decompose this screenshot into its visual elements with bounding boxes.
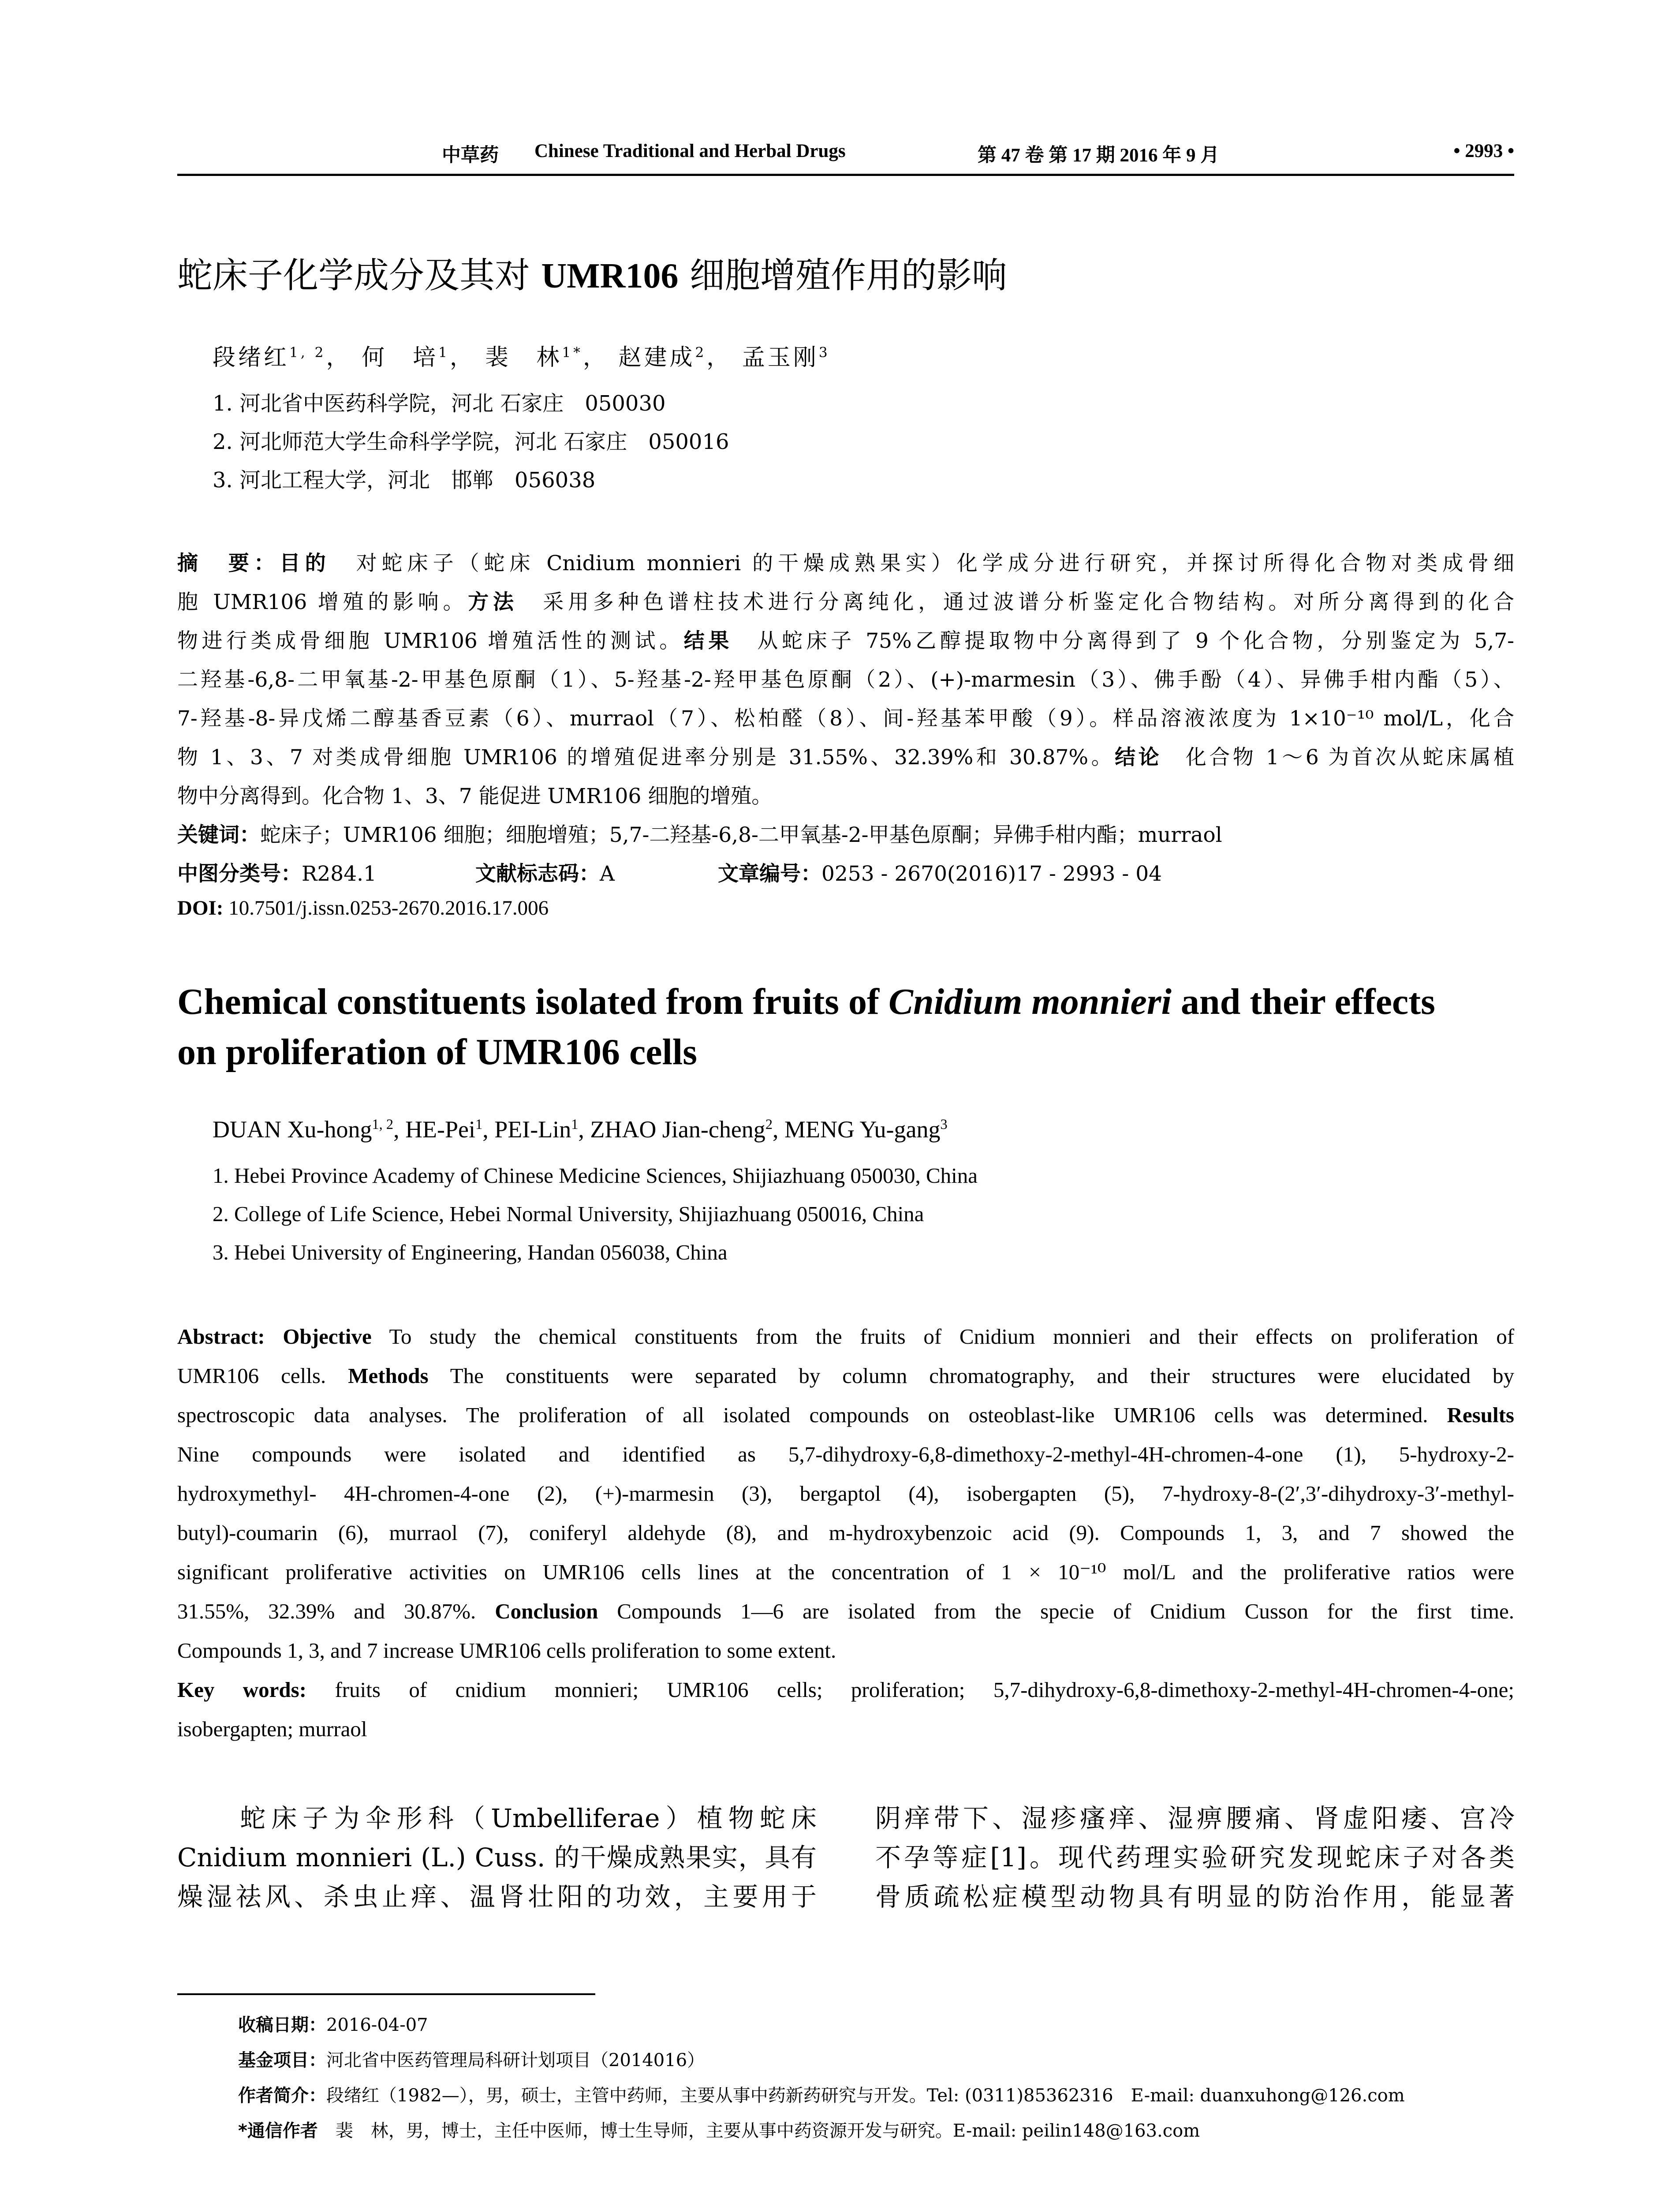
affiliation-en: 2. College of Life Science, Hebei Normal University, Shijiazhuang 050016, China: [213, 1202, 924, 1226]
title-en: Chemical constituents isolated from fruits of Cnidium monnieri and their effects on proliferation of UMR106 cells: [177, 981, 1435, 1073]
affiliation-cn: 2. 河北师范大学生命科学学院，河北 石家庄 050016: [213, 430, 729, 454]
classification-code: 中图分类号：R284.1: [177, 862, 377, 886]
abstract-en-line: hydroxymethyl- 4H-chromen-4-one (2), (+)-marmesin (3), bergaptol (4), isobergapten (5), 7-hydroxy-8-(2′,3′-dihydroxy-3′-methyl-: [177, 1481, 1514, 1506]
journal-name-cn: 中草药: [442, 144, 499, 166]
article-number: 文章编号：0253 - 2670(2016)17 - 2993 - 04: [718, 862, 1162, 886]
keywords-en-line: isobergapten; murraol: [177, 1717, 367, 1741]
body-text-line: 阴痒带下、湿疹瘙痒、湿痹腰痛、肾虚阳痿、宫冷: [875, 1803, 1515, 1833]
abstract-en-line: Abstract: Objective To study the chemical constituents from the fruits of Cnidium monnieri and their effects on proliferation of: [177, 1324, 1515, 1349]
keywords-cn: 关键词：蛇床子；UMR106 细胞；细胞增殖；5,7-二羟基-6,8-二甲氧基-2-甲基色原酮；异佛手柑内酯；murraol: [177, 823, 1222, 847]
abstract-en-line: 31.55%, 32.39% and 30.87%. Conclusion Compounds 1—6 are isolated from the specie of Cnidium Cusson for the first time.: [177, 1599, 1514, 1623]
author-en: HE-Pei: [405, 1116, 476, 1143]
abstract-cn-line: 物 1、3、7 对类成骨细胞 UMR106 的增殖促进率分别是 31.55%、32.39%和 30.87%。结论 化合物 1～6 为首次从蛇床属植: [177, 745, 1515, 770]
abstract-cn-line: 7-羟基-8-异戊烯二醇基香豆素（6）、murraol（7）、松柏醛（8）、间-羟基苯甲酸（9）。样品溶液浓度为 1×10⁻¹⁰ mol/L，化合: [177, 706, 1514, 731]
author-cn: 裴 林: [485, 344, 562, 371]
abstract-cn-line: 物进行类成骨细胞 UMR106 增殖活性的测试。结果 从蛇床子 75%乙醇提取物中分离得到了 9 个化合物，分别鉴定为 5,7-: [177, 629, 1514, 653]
journal-name-en: Chinese Traditional and Herbal Drugs: [534, 141, 846, 161]
title-cn: 蛇床子化学成分及其对 UMR106 细胞增殖作用的影响: [177, 255, 1007, 296]
abstract-cn-line: 二羟基-6,8-二甲氧基-2-甲基色原酮（1）、5-羟基-2-羟甲基色原酮（2）、(+)-marmesin（3）、佛手酚（4）、异佛手柑内酯（5）、: [177, 668, 1514, 692]
author-en: MENG Yu-gang: [784, 1116, 941, 1143]
header-rule: [177, 174, 1514, 176]
author-cn: 段绪红: [213, 344, 290, 371]
keywords-en: Key words: fruits of cnidium monnieri; UMR106 cells; proliferation; 5,7-dihydroxy-6,8-dimethoxy-2-methyl-4H-chromen-4-one;: [177, 1678, 1514, 1702]
running-header: [177, 140, 1514, 167]
author-en: ZHAO Jian-cheng: [590, 1116, 765, 1143]
abstract-en-line: spectroscopic data analyses. The proliferation of all isolated compounds on osteoblast-like UMR106 cells was determined. Results: [177, 1403, 1514, 1427]
body-text-line: 蛇床子为伞形科（Umbelliferae）植物蛇床: [177, 1803, 817, 1833]
footnote-author-bio: 作者简介：段绪红（1982—），男，硕士，主管中药师，主要从事中药新药研究与开发。Tel: (0311)85362316 E-mail: duanxuhong@126.com: [238, 2085, 1405, 2106]
issue-info: 第 47 卷 第 17 期 2016 年 9 月: [978, 145, 1220, 166]
footnote-corresponding: *通信作者 裴 林，男，博士，主任中医师，博士生导师，主要从事中药资源开发与研究。E-mail: peilin148@163.com: [238, 2121, 1200, 2141]
document-code: 文献标志码：A: [475, 862, 615, 886]
abstract-cn-line: 物中分离得到。化合物 1、3、7 能促进 UMR106 细胞的增殖。: [177, 784, 773, 808]
authors-cn: 段绪红$^{1, 2}$， 何 培$^1$， 裴 林$^{1*}$， 赵建成$^2$， 孟玉刚$^3$: [213, 344, 830, 371]
affiliation-cn: 3. 河北工程大学，河北 邯郸 056038: [213, 468, 596, 493]
author-en: DUAN Xu-hong: [213, 1116, 372, 1143]
affiliation-en: 3. Hebei University of Engineering, Handan 056038, China: [213, 1240, 728, 1264]
footnote-funding: 基金项目：河北省中医药管理局科研计划项目（2014016）: [238, 2050, 705, 2070]
abstract-cn-line: 胞 UMR106 增殖的影响。方法 采用多种色谱柱技术进行分离纯化，通过波谱分析鉴定化合物结构。对所分离得到的化合: [177, 590, 1515, 614]
abstract-en-line: butyl)-coumarin (6), murraol (7), coniferyl aldehyde (8), and m-hydroxybenzoic acid (9). Compounds 1, 3, and 7 showed the: [177, 1521, 1514, 1545]
abstract-cn-line: 摘 要：目的 对蛇床子（蛇床 Cnidium monnieri 的干燥成熟果实）化学成分进行研究，并探讨所得化合物对类成骨细: [177, 551, 1514, 576]
body-text-line: 不孕等症[1]。现代药理实验研究发现蛇床子对各类: [875, 1842, 1515, 1872]
body-text-line: 燥湿祛风、杀虫止痒、温肾壮阳的功效，主要用于: [177, 1882, 817, 1912]
doi: DOI: 10.7501/j.issn.0253-2670.2016.17.006: [177, 897, 549, 919]
footnote-received: 收稿日期：2016-04-07: [238, 2015, 428, 2035]
affiliation-cn: 1. 河北省中医药科学院，河北 石家庄 050030: [213, 391, 666, 416]
author-en: PEI-Lin: [494, 1116, 571, 1143]
footnote-rule: [177, 1993, 595, 1995]
affiliation-en: 1. Hebei Province Academy of Chinese Medicine Sciences, Shijiazhuang 050030, China: [213, 1163, 978, 1188]
abstract-en-line: UMR106 cells. Methods The constituents were separated by column chromatography, and their structures were elucidated by: [177, 1364, 1514, 1388]
authors-en: DUAN Xu-hong$^{1, 2}$, HE-Pei$^1$, PEI-Lin$^1$, ZHAO Jian-cheng$^2$, MENG Yu-gang$^3$: [213, 1116, 948, 1143]
author-cn: 何 培: [362, 344, 439, 371]
abstract-en-line: Nine compounds were isolated and identified as 5,7-dihydroxy-6,8-dimethoxy-2-methyl-4H-chromen-4-one (1), 5-hydroxy-2-: [177, 1442, 1514, 1466]
abstract-en-line: significant proliferative activities on UMR106 cells lines at the concentration of 1 × 10⁻¹⁰ mol/L and the proliferative ratios were: [177, 1560, 1514, 1584]
abstract-en-line: Compounds 1, 3, and 7 increase UMR106 cells proliferation to some extent.: [177, 1638, 836, 1663]
author-cn: 赵建成: [618, 344, 695, 371]
author-cn: 孟玉刚: [742, 344, 819, 371]
body-text-line: 骨质疏松症模型动物具有明显的防治作用，能显著: [875, 1882, 1515, 1912]
page-number: • 2993 •: [1453, 141, 1514, 161]
body-text-line: Cnidium monnieri (L.) Cuss. 的干燥成熟果实，具有: [177, 1842, 817, 1872]
